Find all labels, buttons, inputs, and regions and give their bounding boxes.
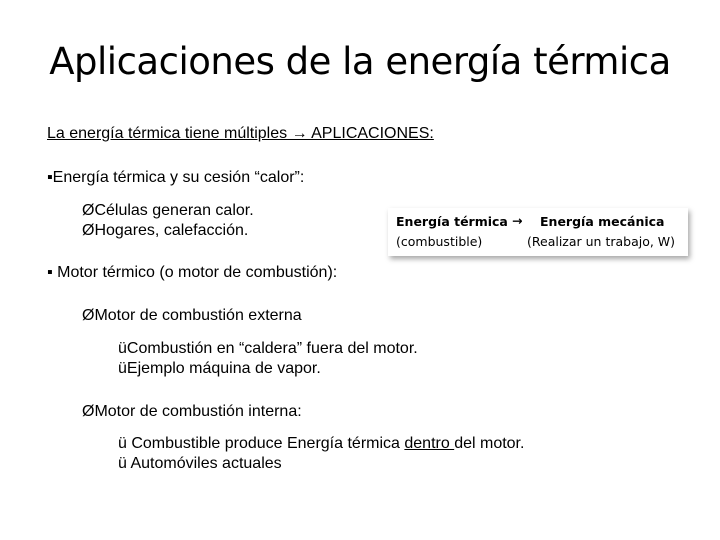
box-from-note: (combustible) [396,234,483,249]
box-to-note: (Realizar un trabajo, W) [527,234,676,249]
internal-item-fuel-text: ü Combustible produce Energía térmica [118,435,405,452]
internal-item-fuel [118,434,524,454]
slide-title: Aplicaciones de la energía térmica [49,40,671,83]
external-combustion-label: ØMotor de combustión externa [82,307,302,324]
internal-item-inside-word: dentro [404,435,455,452]
energy-conversion-box [388,208,688,256]
section-heading-energy-heat: ▪Energía térmica y su cesión “calor”: [47,169,305,186]
internal-item-fuel-end: del motor. [454,435,525,452]
external-item-steam-machine: üEjemplo máquina de vapor. [118,360,321,377]
bullet-homes-heating: ØHogares, calefacción. [82,222,249,239]
internal-combustion-label: ØMotor de combustión interna: [82,403,302,420]
bullet-cells-heat: ØCélulas generan calor. [82,202,254,219]
internal-item-cars: ü Automóviles actuales [118,455,282,472]
section-heading-thermal-motor: ▪ Motor térmico (o motor de combustión): [47,264,338,281]
box-from-label: Energía térmica [396,214,508,229]
external-item-boiler: üCombustión en “caldera” fuera del motor. [118,340,418,357]
right-arrow-icon: → [512,213,523,228]
intro-line: La energía térmica tiene múltiples → APLICACIONES: [47,125,434,142]
box-to-label: Energía mecánica [540,214,665,229]
